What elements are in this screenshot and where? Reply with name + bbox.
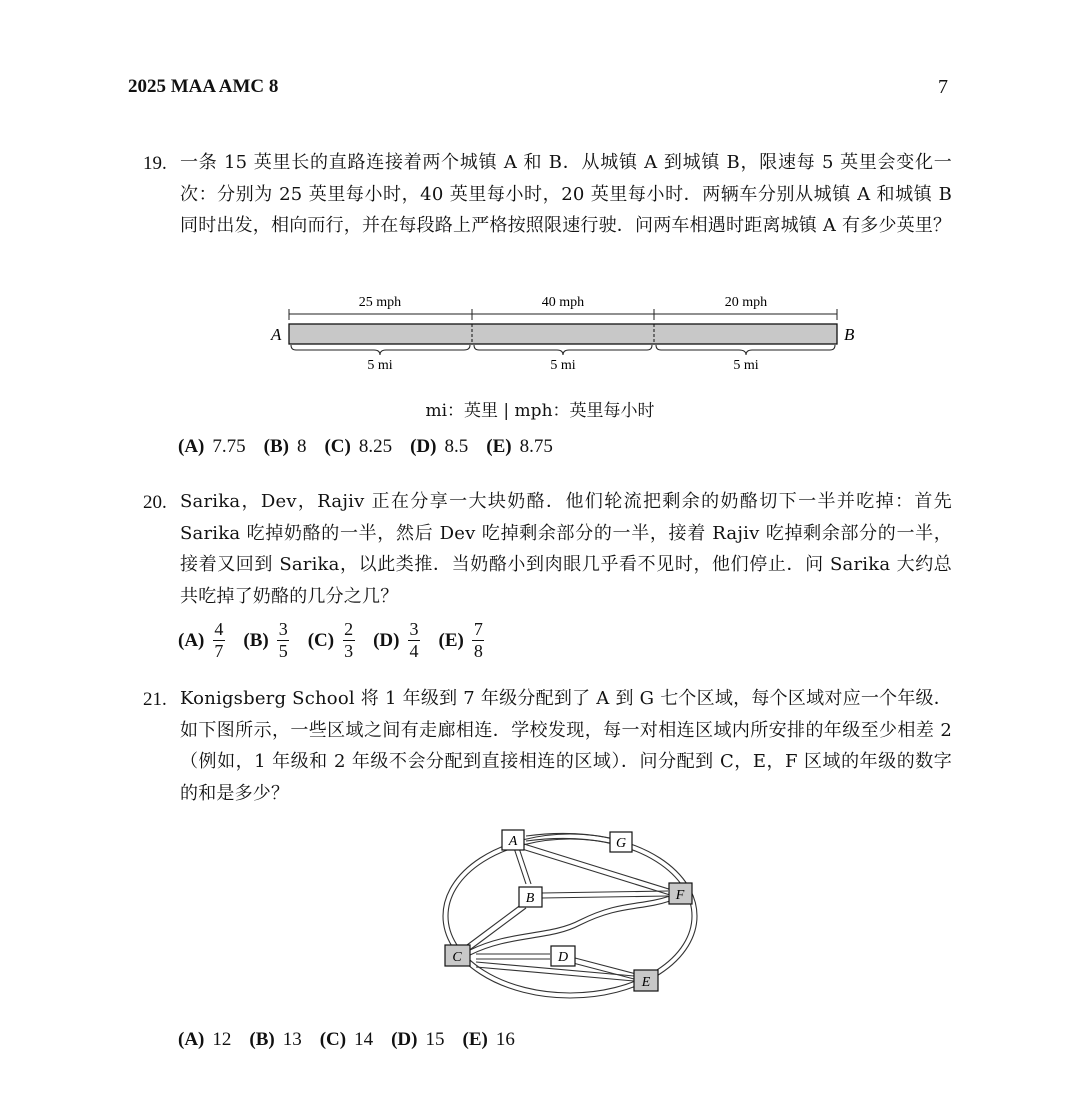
fraction: $\frac{2}{3}$: [344, 619, 354, 661]
speed-label-3: 20 mph: [724, 295, 768, 310]
choice-a[interactable]: (A) $\frac{4}{7}$: [178, 619, 224, 661]
node-label-b: B: [525, 891, 535, 906]
choice-b[interactable]: (B) $\frac{3}{5}$: [243, 619, 288, 661]
choice-c[interactable]: (C) $\frac{2}{3}$: [307, 619, 354, 661]
choice-d[interactable]: (D) 8.5: [410, 436, 469, 457]
choice-b[interactable]: (B) 13: [249, 1029, 302, 1050]
choice-d[interactable]: (D) 15: [391, 1029, 445, 1050]
node-label-e: E: [641, 975, 651, 990]
choice-b[interactable]: (B) 8: [263, 436, 307, 457]
choice-c[interactable]: (C) 8.25: [324, 436, 393, 457]
fraction: $\frac{3}{4}$: [409, 619, 419, 661]
page-number: 7: [938, 76, 948, 98]
answer-choices-21: [178, 1029, 533, 1051]
town-b-label: B: [844, 325, 855, 344]
distance-label-1: 5 mi: [367, 358, 393, 373]
problem-text: Sarika，Dev，Rajiv 正在分享一大块奶酪．他们轮流把剩余的奶酪切下一半并吃掉：首先 Sarika 吃掉奶酪的一半，然后 Dev 吃掉剩余部分的一半，接着 Rajiv 吃掉剩余部分的一半，接着又回到 Sarika，以此类推．当奶酪小到肉眼几乎看不见时，他们停止．问 Sarika 大约总共吃掉了奶酪的几分之几？: [180, 491, 952, 607]
problem-number: 21.: [143, 689, 167, 710]
distance-label-2: 5 mi: [550, 358, 576, 373]
fraction: $\frac{3}{5}$: [278, 619, 288, 661]
node-label-f: F: [675, 888, 685, 903]
town-a-label: A: [271, 325, 282, 344]
road: [289, 324, 837, 344]
fraction: $\frac{7}{8}$: [473, 619, 483, 661]
node-label-g: G: [615, 836, 627, 851]
fraction: $\frac{4}{7}$: [214, 619, 224, 661]
choice-d[interactable]: (D) $\frac{3}{4}$: [373, 619, 419, 661]
answer-choices-20: [178, 620, 503, 661]
problem-number: 20.: [143, 492, 167, 513]
distance-label-3: 5 mi: [733, 358, 759, 373]
speed-label-1: 25 mph: [358, 295, 402, 310]
problem-text: 一条 15 英里长的直路连接着两个城镇 A 和 B．从城镇 A 到城镇 B，限速每 5 英里会变化一次：分别为 25 英里每小时，40 英里每小时，20 英里每小时．两辆车分别从城镇 A 和城镇 B 同时出发，相向而行，并在每段路上严格按照限速行驶．问两车相遇时距离城镇 A 有多少英里？: [180, 152, 952, 236]
corridor-graph: [430, 820, 720, 1005]
choice-c[interactable]: (C) 14: [319, 1029, 374, 1050]
choice-e[interactable]: (E) 8.75: [486, 436, 553, 457]
problem-text: Konigsberg School 将 1 年级到 7 年级分配到了 A 到 G 七个区域，每个区域对应一个年级．如下图所示，一些区域之间有走廊相连．学校发现，每一对相连区域内所安排的年级至少相差 2（例如，1 年级和 2 年级不会分配到直接相连的区域）．问分配到 C，E，F 区域的年级的数字的和是多少？: [180, 688, 952, 804]
choice-a[interactable]: (A) 7.75: [178, 436, 246, 457]
unit-legend: mi：英里 | mph：英里每小时: [425, 401, 655, 421]
answer-choices-19: [178, 436, 571, 458]
node-label-a: A: [508, 834, 518, 849]
node-label-d: D: [557, 950, 569, 965]
choice-a[interactable]: (A) 12: [178, 1029, 232, 1050]
problem-number: 19.: [143, 153, 167, 174]
header-title: 2025 MAA AMC 8: [128, 76, 279, 97]
road-diagram: [260, 285, 880, 385]
choice-e[interactable]: (E) 16: [462, 1029, 515, 1050]
node-label-c: C: [452, 950, 462, 965]
speed-label-2: 40 mph: [541, 295, 585, 310]
choice-e[interactable]: (E) $\frac{7}{8}$: [438, 619, 483, 661]
